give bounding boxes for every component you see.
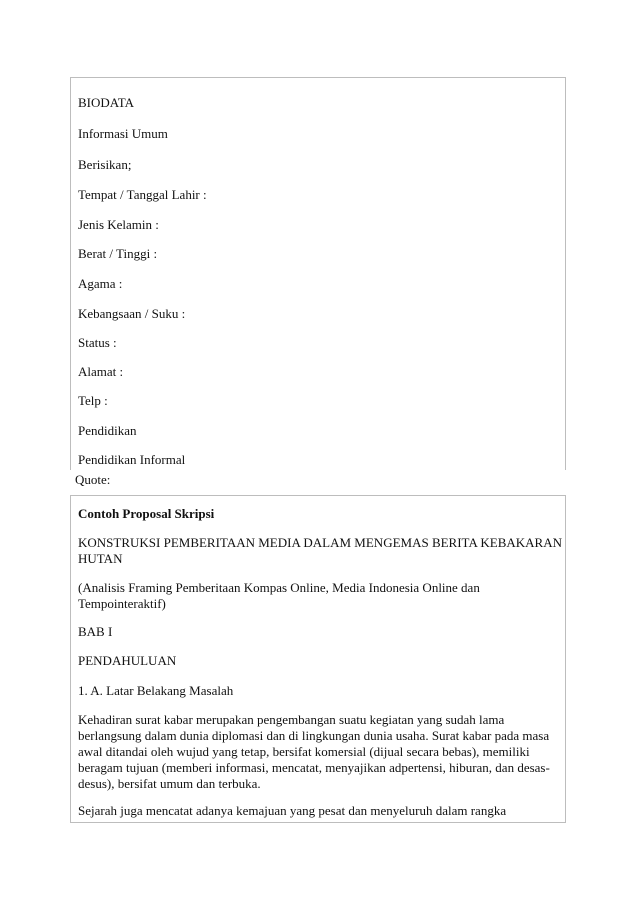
paragraph-2: Sejarah juga mencatat adanya kemajuan yang pesat dan menyeluruh dalam rangka	[78, 803, 507, 818]
line-telp: Telp :	[78, 393, 108, 408]
paragraph-1: Kehadiran surat kabar merupakan pengembangan suatu kegiatan yang sudah lama berlangsung dalam dunia diplomasi dan di lingkungan dunia usaha. Surat kabar pada masa awal ditandai oleh wujud yang tetap, bersifat komersial (dijual secara bebas), memiliki beragam tujuan (memberi informasi, mencatat, menyajikan adpertensi, hiburan, dan desas-desus), bersifat umum dan terbuka.	[78, 712, 550, 791]
line-kebangsaan-suku: Kebangsaan / Suku :	[78, 306, 186, 321]
line-pendidikan: Pendidikan	[78, 423, 137, 438]
line-status: Status :	[78, 335, 117, 350]
proposal-title: Contoh Proposal Skripsi	[78, 506, 215, 521]
proposal-subheading: (Analisis Framing Pemberitaan Kompas Online, Media Indonesia Online dan Tempointeraktif)	[78, 580, 480, 611]
bab-label: BAB I	[78, 624, 113, 639]
line-alamat: Alamat :	[78, 364, 124, 379]
line-informasi-umum: Informasi Umum	[78, 126, 168, 141]
proposal-heading: KONSTRUKSI PEMBERITAAN MEDIA DALAM MENGEMAS BERITA KEBAKARAN HUTAN	[78, 535, 562, 566]
biodata-heading: BIODATA	[78, 95, 135, 110]
line-pendidikan-informal: Pendidikan Informal	[78, 452, 186, 467]
section-heading: 1. A. Latar Belakang Masalah	[78, 683, 234, 698]
line-berisikan: Berisikan;	[78, 157, 132, 172]
pendahuluan-label: PENDAHULUAN	[78, 653, 177, 668]
line-berat-tinggi: Berat / Tinggi :	[78, 246, 158, 261]
line-tempat-tanggal-lahir: Tempat / Tanggal Lahir :	[78, 187, 207, 202]
line-jenis-kelamin: Jenis Kelamin :	[78, 217, 159, 232]
line-agama: Agama :	[78, 276, 123, 291]
quote-label: Quote:	[75, 472, 111, 487]
